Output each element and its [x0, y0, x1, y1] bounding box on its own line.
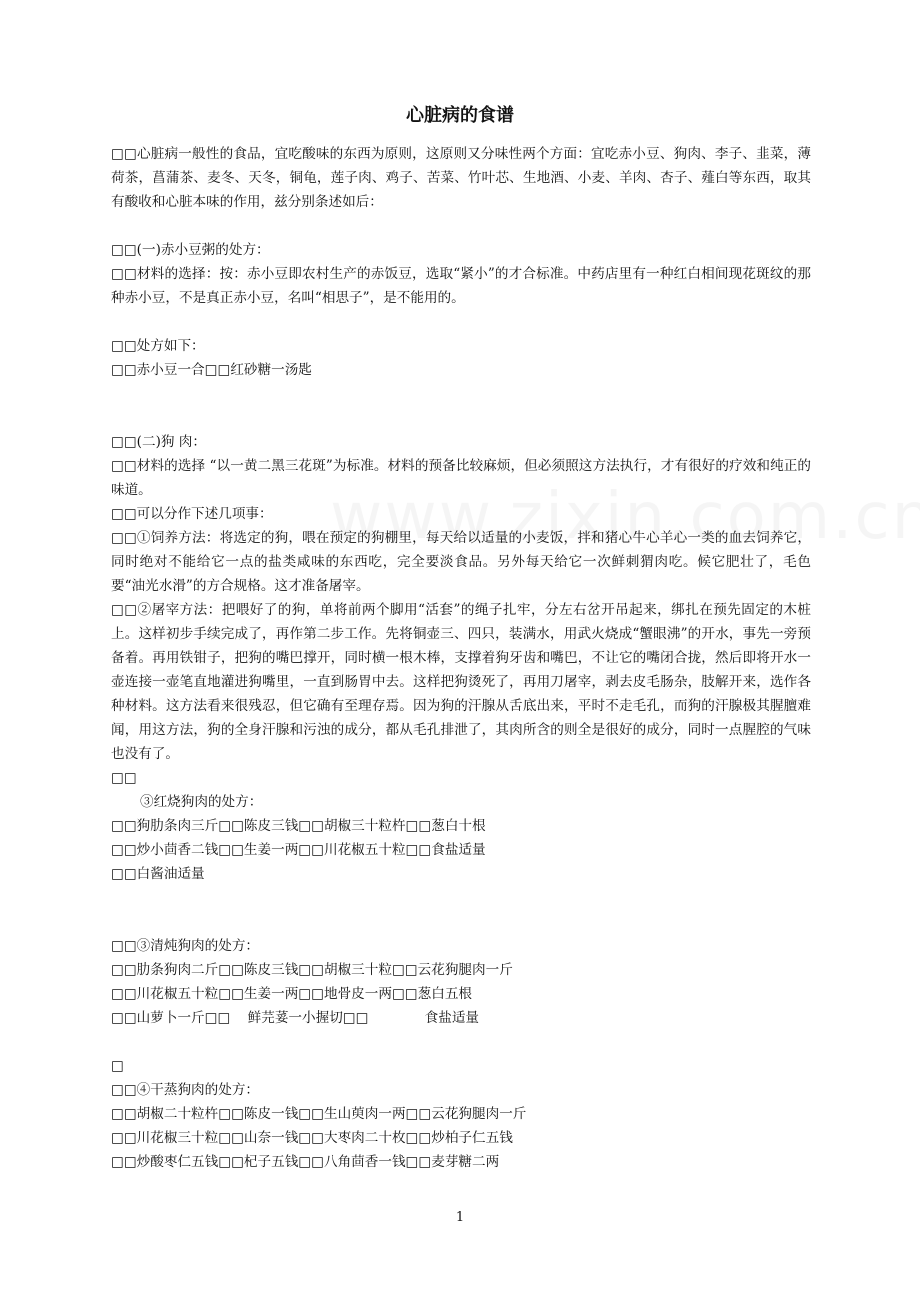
section-2-blank-line-2: □	[111, 1058, 124, 1074]
page-number: 1	[455, 1210, 465, 1225]
section-2-heading: □□(二)狗 肉：	[111, 434, 206, 450]
section-1-material: □□材料的选择：按：赤小豆即农村生产的赤饭豆，选取“紧小”的才合标准。中药店里有一种红白相间现花斑纹的那种赤小豆，不是真正赤小豆，名叫“相思子”，是不能用的。	[111, 266, 811, 306]
document-body	[111, 142, 811, 1174]
document-title: 心脏病的食谱	[406, 105, 514, 126]
section-2-blank-line: □□	[111, 770, 137, 786]
steamed-heading: □□④干蒸狗肉的处方：	[111, 1082, 260, 1098]
stewed-heading: □□③清炖狗肉的处方：	[111, 938, 260, 954]
stewed-line-2: □□川花椒五十粒□□生姜一两□□地骨皮一两□□葱白五根	[111, 986, 473, 1002]
red-braised-line-1: □□狗肋条肉三斤□□陈皮三钱□□胡椒三十粒杵□□葱白十根	[111, 818, 486, 834]
steamed-line-1: □□胡椒二十粒杵□□陈皮一钱□□生山萸肉一两□□云花狗腿肉一斤	[111, 1106, 527, 1122]
section-2-steps-intro: □□可以分作下述几项事：	[111, 506, 273, 522]
section-1-heading: □□(一)赤小豆粥的处方：	[111, 242, 270, 258]
red-braised-line-3: □□白酱油适量	[111, 866, 205, 882]
red-braised-line-2: □□炒小茴香二钱□□生姜一两□□川花椒五十粒□□食盐适量	[111, 842, 486, 858]
section-1-recipe-heading: □□处方如下：	[111, 338, 205, 354]
steamed-line-3: □□炒酸枣仁五钱□□杞子五钱□□八角茴香一钱□□麦芽糖二两	[111, 1154, 500, 1170]
steamed-line-2: □□川花椒三十粒□□山奈一钱□□大枣肉二十枚□□炒柏子仁五钱	[111, 1130, 513, 1146]
section-2-step-2: □□②屠宰方法：把喂好了的狗，单将前两个脚用“活套”的绳子扎牢，分左右岔开吊起来，绑扎在预先固定的木桩上。这样初步手续完成了，再作第二步工作。先将铜壶三、四只，装满水，用武火烧成“蟹眼沸”的开水，事先一旁预备着。再用铁钳子，把狗的嘴巴撑开，同时横一根木棒，支撑着狗牙齿和嘴巴，不让它的嘴闭合拢，然后即将开水一壶连接一壶笔直地灌进狗嘴里，一直到肠胃中去。这样把狗烫死了，再用刀屠宰，剥去皮毛肠杂，肢解开来，选作各种材料。这方法看来很残忍，但它确有至理存焉。因为狗的汗腺从舌底出来，平时不走毛孔，而狗的汗腺极其腥膻难闻，用这方法，狗的全身汗腺和污浊的成分，都从毛孔排泄了，其肉所含的则全是很好的成分，同时一点腥腔的气味也没有了。	[111, 602, 811, 762]
intro-paragraph: □□心脏病一般性的食品，宜吃酸味的东西为原则，这原则又分味性两个方面：宜吃赤小豆、狗肉、李子、韭菜，薄荷茶，菖蒲茶、麦冬、天冬，铜龟，莲子肉、鸡子、苦菜、竹叶芯、生地酒、小麦、羊肉、杏子、薤白等东西，取其有酸收和心脏本味的作用，兹分别条述如后：	[111, 146, 811, 210]
section-1-recipe: □□赤小豆一合□□红砂糖一汤匙	[111, 362, 312, 378]
section-2-material: □□材料的选择 “以一黄二黑三花斑”为标准。材料的预备比较麻烦，但必须照这方法执行，才有很好的疗效和纯正的味道。	[111, 458, 811, 498]
stewed-line-3: □□山萝卜一斤□□ 鲜芫荽一小握切□□ 食盐适量	[111, 1010, 480, 1026]
stewed-line-1: □□肋条狗肉二斤□□陈皮三钱□□胡椒三十粒□□云花狗腿肉一斤	[111, 962, 513, 978]
section-2-step-1: □□①饲养方法：将选定的狗，喂在预定的狗棚里，每天给以适量的小麦饭，拌和猪心牛心羊心一类的血去饲养它，同时绝对不能给它一点的盐类咸味的东西吃，完全要淡食品。另外每天给它一次鲜刺猬肉吃。候它肥壮了，毛色要“油光水滑”的方合规格。这才准备屠宰。	[111, 530, 811, 594]
red-braised-heading: ③红烧狗肉的处方：	[140, 794, 263, 810]
